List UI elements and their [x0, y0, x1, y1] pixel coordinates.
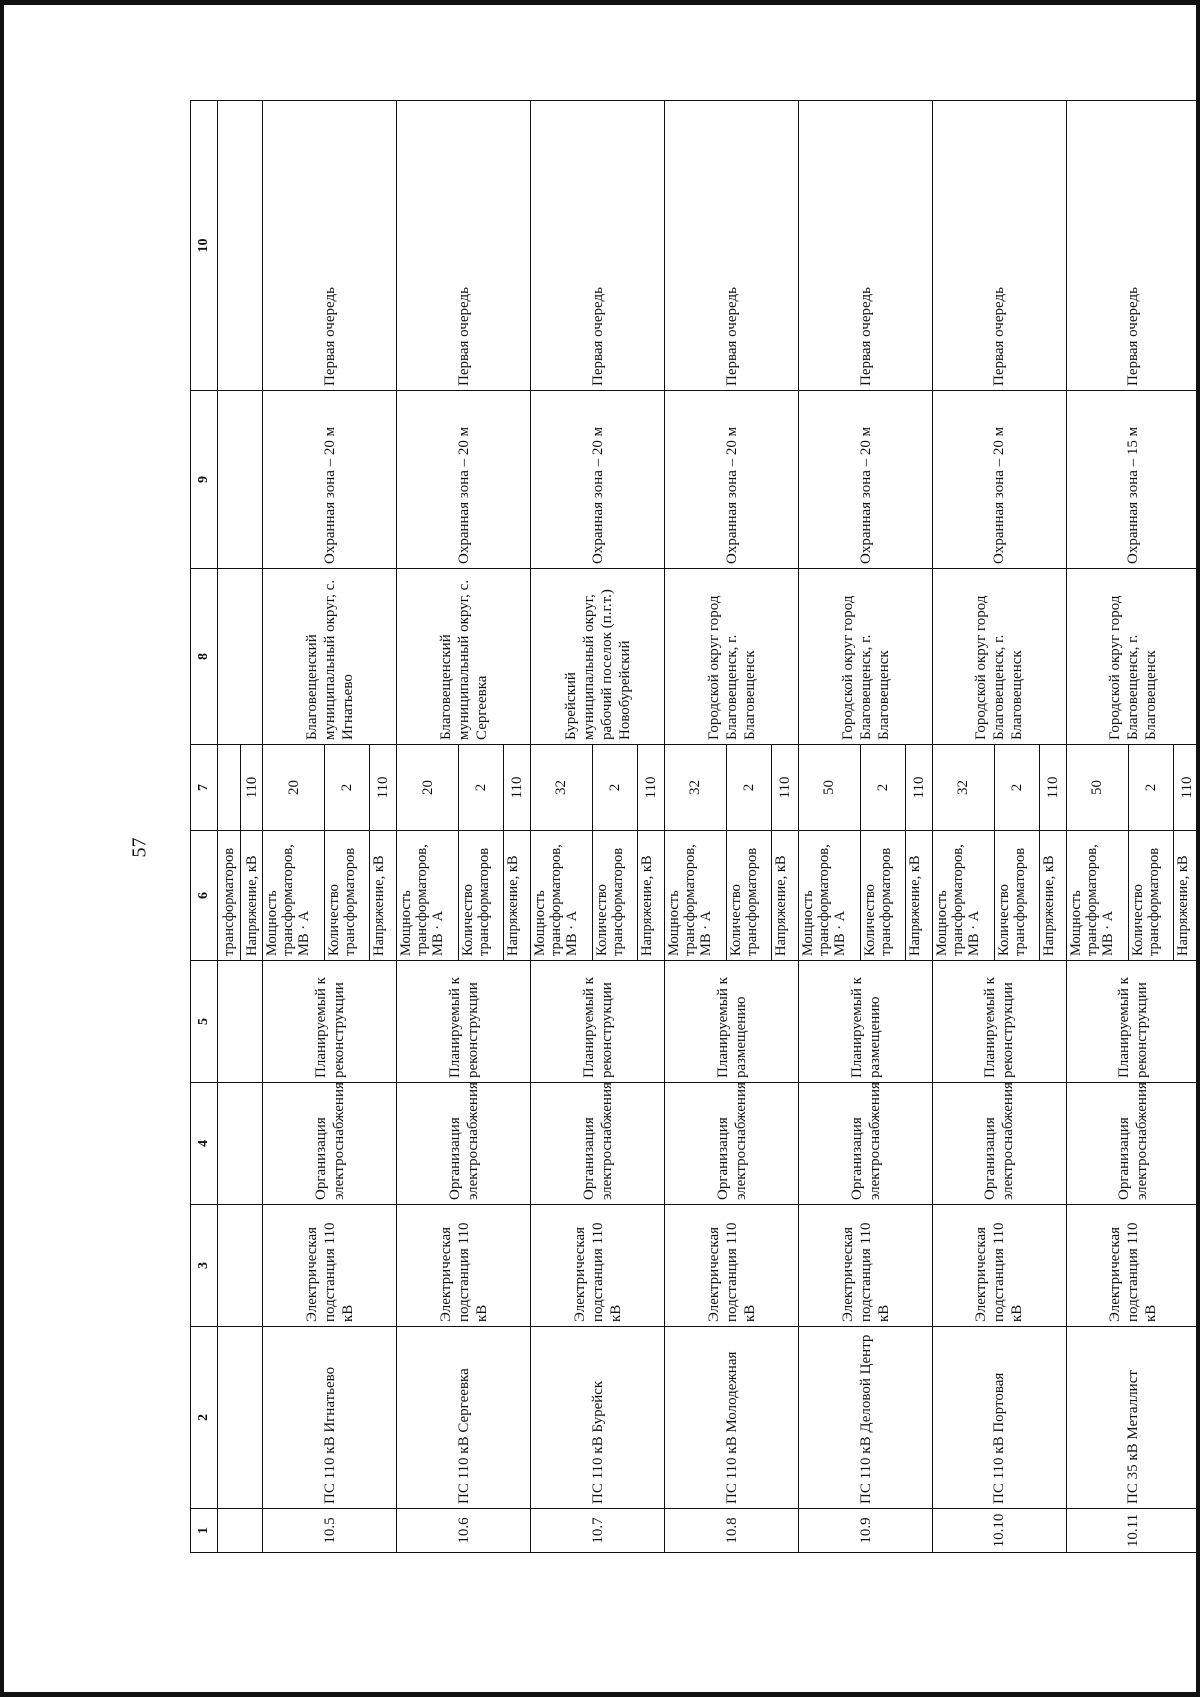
- facility-type: Электрическая подстанция 110 кВ: [932, 1205, 1066, 1327]
- facility-location: Городской округ город Благовещенск, г. Благовещенск: [932, 569, 1066, 745]
- facility-purpose: Организация электроснабжения: [397, 1083, 531, 1205]
- facility-type: Электрическая подстанция 110 кВ: [263, 1205, 397, 1327]
- cont-cell-2: [218, 1327, 263, 1509]
- param-label: Количество трансформаторов: [994, 831, 1039, 961]
- implementation-stage: Первая очередь: [397, 101, 531, 391]
- param-label: Количество трансформаторов: [1128, 831, 1173, 961]
- facility-location: Городской округ город Благовещенск, г. Благовещенск: [1066, 569, 1200, 745]
- continuation-row: [218, 101, 241, 1553]
- param-value: 2: [860, 745, 905, 831]
- param-value: 32: [531, 745, 593, 831]
- facility-name: ПС 110 кВ Портовая: [932, 1327, 1066, 1509]
- facility-purpose: Организация электроснабжения: [932, 1083, 1066, 1205]
- facility-status: Планируемый к размещению: [665, 961, 799, 1083]
- param-value: 110: [1039, 745, 1066, 831]
- facility-type: Электрическая подстанция 110 кВ: [1066, 1205, 1200, 1327]
- page-border-left: [0, 0, 4, 1697]
- protection-zone: Охранная зона – 20 м: [397, 391, 531, 569]
- facility-location: Благовещенский муниципальный округ, с. Сергеевка: [397, 569, 531, 745]
- page-border-bottom: [0, 1692, 1200, 1697]
- protection-zone: Охранная зона – 20 м: [932, 391, 1066, 569]
- column-header: 2: [191, 1327, 218, 1509]
- param-label: Напряжение, кВ: [905, 831, 932, 961]
- table-row: [665, 101, 727, 1553]
- cont-param-value: [218, 745, 241, 831]
- param-value: 110: [637, 745, 664, 831]
- param-value: 110: [503, 745, 530, 831]
- column-header: 7: [191, 745, 218, 831]
- param-label: Количество трансформаторов: [592, 831, 637, 961]
- column-header: 4: [191, 1083, 218, 1205]
- table-row: [1066, 101, 1128, 1553]
- rotated-table-container: [190, 101, 1200, 1553]
- cont-cell-1: [218, 1509, 263, 1553]
- facility-status: Планируемый к размещению: [799, 961, 933, 1083]
- facility-status: Планируемый к реконструкции: [531, 961, 665, 1083]
- param-value: 2: [1128, 745, 1173, 831]
- facilities-table: [190, 100, 1200, 1553]
- facility-status: Планируемый к реконструкции: [397, 961, 531, 1083]
- cont-cell-4: [218, 1083, 263, 1205]
- facility-purpose: Организация электроснабжения: [799, 1083, 933, 1205]
- facility-name: ПС 110 кВ Бурейск: [531, 1327, 665, 1509]
- protection-zone: Охранная зона – 15 м: [1066, 391, 1200, 569]
- table-row: [799, 101, 861, 1553]
- param-label: Мощность трансформаторов, МВ · А: [1066, 831, 1128, 961]
- param-value: 50: [1066, 745, 1128, 831]
- param-label: Количество трансформаторов: [726, 831, 771, 961]
- table-row: [932, 101, 994, 1553]
- facility-name: ПС 110 кВ Игнатьево: [263, 1327, 397, 1509]
- column-header: 1: [191, 1509, 218, 1553]
- param-value: 32: [665, 745, 727, 831]
- column-header: 9: [191, 391, 218, 569]
- protection-zone: Охранная зона – 20 м: [665, 391, 799, 569]
- protection-zone: Охранная зона – 20 м: [263, 391, 397, 569]
- implementation-stage: Первая очередь: [665, 101, 799, 391]
- param-value: 110: [369, 745, 396, 831]
- param-label: Напряжение, кВ: [503, 831, 530, 961]
- table-row: [531, 101, 593, 1553]
- param-value: 2: [458, 745, 503, 831]
- table-row: [397, 101, 459, 1553]
- facility-purpose: Организация электроснабжения: [665, 1083, 799, 1205]
- implementation-stage: Первая очередь: [263, 101, 397, 391]
- implementation-stage: Первая очередь: [799, 101, 933, 391]
- facility-purpose: Организация электроснабжения: [531, 1083, 665, 1205]
- facility-name: ПС 35 кВ Металлист: [1066, 1327, 1200, 1509]
- column-header: 5: [191, 961, 218, 1083]
- implementation-stage: Первая очередь: [932, 101, 1066, 391]
- row-number: 10.6: [397, 1509, 531, 1553]
- facility-status: Планируемый к реконструкции: [263, 961, 397, 1083]
- facility-purpose: Организация электроснабжения: [263, 1083, 397, 1205]
- param-value: 50: [799, 745, 861, 831]
- param-value: 2: [324, 745, 369, 831]
- param-value: 2: [994, 745, 1039, 831]
- param-value: 2: [592, 745, 637, 831]
- facility-name: ПС 110 кВ Молодежная: [665, 1327, 799, 1509]
- param-label: Мощность трансформаторов, МВ · А: [799, 831, 861, 961]
- param-value: 20: [397, 745, 459, 831]
- row-number: 10.8: [665, 1509, 799, 1553]
- column-header: 8: [191, 569, 218, 745]
- param-label: Напряжение, кВ: [1173, 831, 1200, 961]
- implementation-stage: Первая очередь: [531, 101, 665, 391]
- protection-zone: Охранная зона – 20 м: [799, 391, 933, 569]
- facility-status: Планируемый к реконструкции: [932, 961, 1066, 1083]
- param-label: Мощность трансформаторов, МВ · А: [397, 831, 459, 961]
- facility-type: Электрическая подстанция 110 кВ: [397, 1205, 531, 1327]
- column-header: 6: [191, 831, 218, 961]
- param-label: Количество трансформаторов: [324, 831, 369, 961]
- facility-status: Планируемый к реконструкции: [1066, 961, 1200, 1083]
- param-label: Напряжение, кВ: [1039, 831, 1066, 961]
- facility-location: Городской округ город Благовещенск, г. Благовещенск: [665, 569, 799, 745]
- facility-location: Благовещенский муниципальный округ, с. Игнатьево: [263, 569, 397, 745]
- column-header: 10: [191, 101, 218, 391]
- param-value: 110: [771, 745, 798, 831]
- cont-param-label: Напряжение, кВ: [240, 831, 263, 961]
- param-label: Напряжение, кВ: [637, 831, 664, 961]
- cont-cell-9: [218, 391, 263, 569]
- cont-cell-3: [218, 1205, 263, 1327]
- facility-location: Бурейский муниципальный округ, рабочий поселок (п.г.т.) Новобурейский: [531, 569, 665, 745]
- protection-zone: Охранная зона – 20 м: [531, 391, 665, 569]
- param-label: Количество трансформаторов: [458, 831, 503, 961]
- cont-cell-5: [218, 961, 263, 1083]
- facility-name: ПС 110 кВ Деловой Центр: [799, 1327, 933, 1509]
- row-number: 10.7: [531, 1509, 665, 1553]
- cont-param-value: 110: [240, 745, 263, 831]
- row-number: 10.10: [932, 1509, 1066, 1553]
- param-value: 2: [726, 745, 771, 831]
- cont-cell-8: [218, 569, 263, 745]
- facility-location: Городской округ город Благовещенск, г. Благовещенск: [799, 569, 933, 745]
- table-row: [263, 101, 325, 1553]
- cont-param-label: трансформаторов: [218, 831, 241, 961]
- param-value: 32: [932, 745, 994, 831]
- param-value: 20: [263, 745, 325, 831]
- facility-type: Электрическая подстанция 110 кВ: [531, 1205, 665, 1327]
- facility-type: Электрическая подстанция 110 кВ: [799, 1205, 933, 1327]
- param-label: Мощность трансформаторов, МВ · А: [531, 831, 593, 961]
- param-label: Мощность трансформаторов, МВ · А: [932, 831, 994, 961]
- row-number: 10.11: [1066, 1509, 1200, 1553]
- param-label: Мощность трансформаторов, МВ · А: [665, 831, 727, 961]
- param-label: Напряжение, кВ: [369, 831, 396, 961]
- param-value: 110: [1173, 745, 1200, 831]
- page-number: 57: [128, 837, 151, 858]
- param-label: Количество трансформаторов: [860, 831, 905, 961]
- facility-name: ПС 110 кВ Сергеевка: [397, 1327, 531, 1509]
- header-row: [191, 101, 218, 1553]
- param-value: 110: [905, 745, 932, 831]
- row-number: 10.5: [263, 1509, 397, 1553]
- row-number: 10.9: [799, 1509, 933, 1553]
- param-label: Напряжение, кВ: [771, 831, 798, 961]
- facility-purpose: Организация электроснабжения: [1066, 1083, 1200, 1205]
- cont-cell-10: [218, 101, 263, 391]
- implementation-stage: Первая очередь: [1066, 101, 1200, 391]
- facility-type: Электрическая подстанция 110 кВ: [665, 1205, 799, 1327]
- param-label: Мощность трансформаторов, МВ · А: [263, 831, 325, 961]
- column-header: 3: [191, 1205, 218, 1327]
- page-border-top: [0, 0, 1200, 5]
